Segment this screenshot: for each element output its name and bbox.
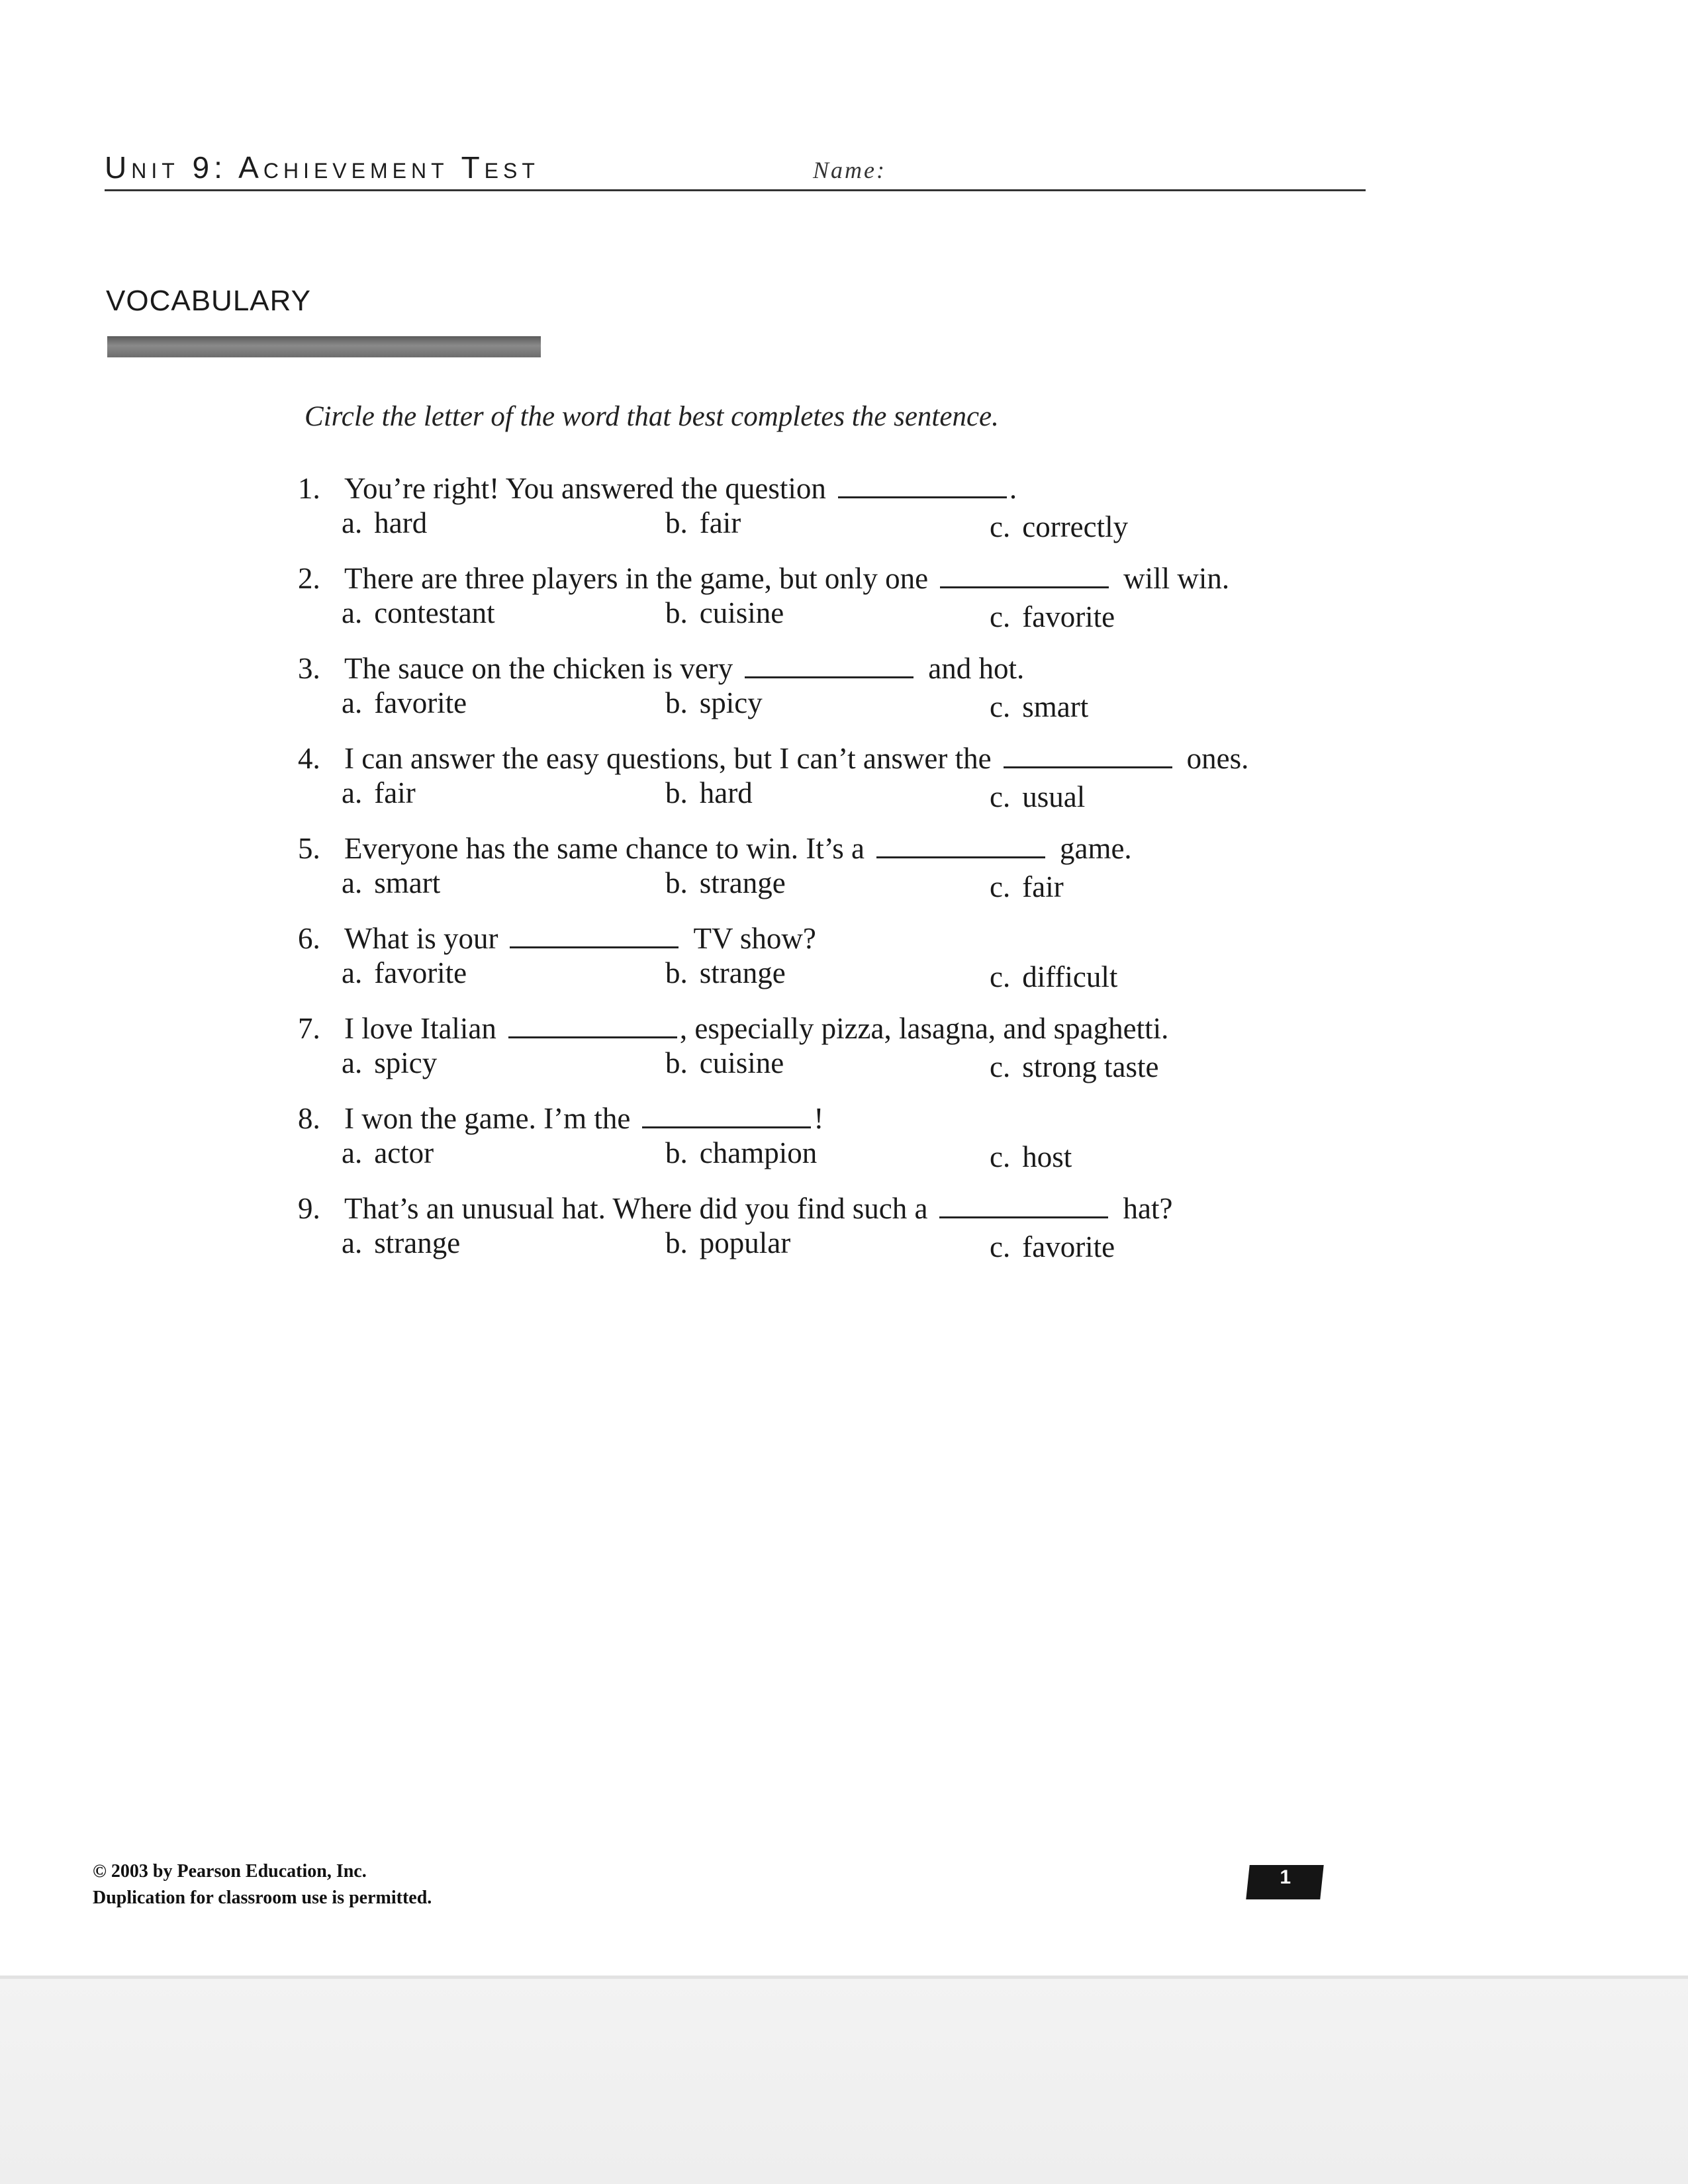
option-word: strange: [699, 866, 786, 899]
option-word: smart: [1022, 690, 1089, 723]
option-word: host: [1022, 1140, 1072, 1173]
option-word: fair: [374, 776, 416, 809]
question-text-after: !: [814, 1102, 824, 1135]
option-letter: c.: [990, 690, 1011, 723]
option-b[interactable]: [665, 596, 784, 630]
option-word: usual: [1022, 780, 1086, 813]
option-word: favorite: [1022, 600, 1115, 633]
answer-blank[interactable]: [838, 473, 1007, 498]
question-text: [344, 471, 1017, 506]
question-text-after: will win.: [1123, 562, 1230, 595]
option-word: actor: [374, 1136, 434, 1169]
option-word: strange: [699, 956, 786, 989]
question-text-before: That’s an unusual hat. Where did you find such a: [344, 1192, 928, 1225]
option-a[interactable]: [342, 596, 495, 630]
option-word: champion: [699, 1136, 818, 1169]
option-word: cuisine: [699, 596, 784, 629]
option-word: smart: [374, 866, 441, 899]
option-a[interactable]: [342, 506, 427, 540]
page-header: [105, 150, 1366, 191]
question-text-after: ones.: [1186, 742, 1249, 775]
question-text-before: I can answer the easy questions, but I can’t answer the: [344, 742, 992, 775]
question-text-before: I won the game. I’m the: [344, 1102, 631, 1135]
option-b[interactable]: [665, 686, 763, 720]
question-text-before: The sauce on the chicken is very: [344, 652, 733, 685]
answer-blank[interactable]: [876, 833, 1045, 858]
option-letter: c.: [990, 1050, 1011, 1083]
option-b[interactable]: [665, 776, 753, 810]
option-b[interactable]: [665, 956, 786, 990]
answer-blank[interactable]: [940, 563, 1109, 588]
option-a[interactable]: [342, 1046, 437, 1080]
option-a[interactable]: [342, 776, 416, 810]
option-c[interactable]: [990, 1230, 1115, 1264]
question-text: [344, 831, 1132, 866]
question-text-before: What is your: [344, 922, 498, 955]
option-word: hard: [699, 776, 753, 809]
question-number: 1.: [298, 472, 320, 505]
option-a[interactable]: [342, 956, 467, 990]
option-a[interactable]: [342, 866, 440, 900]
answer-blank[interactable]: [510, 923, 679, 948]
option-letter: a.: [342, 956, 363, 989]
answer-blank[interactable]: [939, 1193, 1108, 1218]
option-c[interactable]: [990, 510, 1128, 544]
option-word: strong taste: [1022, 1050, 1159, 1083]
option-letter: b.: [665, 1046, 688, 1079]
question-text: [344, 1101, 823, 1136]
option-letter: b.: [665, 596, 688, 629]
option-letter: c.: [990, 870, 1011, 903]
answer-blank[interactable]: [745, 653, 914, 678]
option-word: fair: [1022, 870, 1064, 903]
option-letter: a.: [342, 866, 363, 899]
answer-blank[interactable]: [508, 1013, 677, 1038]
option-b[interactable]: [665, 866, 786, 900]
question-7: [298, 1011, 1423, 1084]
option-letter: b.: [665, 956, 688, 989]
option-word: favorite: [374, 686, 467, 719]
question-text-before: I love Italian: [344, 1012, 496, 1045]
question-number: 7.: [298, 1012, 320, 1045]
option-word: spicy: [699, 686, 763, 719]
option-letter: a.: [342, 596, 363, 629]
option-letter: a.: [342, 506, 363, 539]
name-label: Name:: [813, 157, 886, 183]
question-text: [344, 1011, 1168, 1046]
option-letter: c.: [990, 510, 1011, 543]
option-word: fair: [699, 506, 741, 539]
option-a[interactable]: [342, 1226, 460, 1260]
question-text-before: There are three players in the game, but only one: [344, 562, 929, 595]
question-9: [298, 1191, 1423, 1264]
question-text-after: TV show?: [693, 922, 816, 955]
question-text-after: hat?: [1123, 1192, 1173, 1225]
option-letter: b.: [665, 506, 688, 539]
option-letter: a.: [342, 1046, 363, 1079]
option-word: favorite: [374, 956, 467, 989]
option-c[interactable]: [990, 1050, 1158, 1084]
question-text: [344, 921, 816, 956]
question-text-after: .: [1009, 472, 1017, 505]
option-letter: b.: [665, 866, 688, 899]
option-letter: c.: [990, 1230, 1011, 1263]
option-letter: b.: [665, 1226, 688, 1259]
option-letter: b.: [665, 686, 688, 719]
question-4: [298, 741, 1423, 814]
question-text: [344, 1191, 1172, 1226]
page-number: 1: [1280, 1866, 1291, 1888]
footer: [93, 1858, 432, 1911]
question-number: 9.: [298, 1192, 320, 1225]
question-number: 8.: [298, 1102, 320, 1135]
question-2: [298, 561, 1423, 634]
question-text: [344, 651, 1024, 686]
option-word: hard: [374, 506, 428, 539]
option-word: spicy: [374, 1046, 438, 1079]
option-letter: c.: [990, 960, 1011, 993]
answer-blank[interactable]: [1004, 743, 1172, 768]
option-letter: b.: [665, 776, 688, 809]
question-text-before: You’re right! You answered the question: [344, 472, 826, 505]
question-8: [298, 1101, 1423, 1174]
option-letter: b.: [665, 1136, 688, 1169]
question-6: [298, 921, 1423, 994]
question-number: 6.: [298, 922, 320, 955]
question-number: 2.: [298, 562, 320, 595]
section-title: VOCABULARY: [106, 285, 311, 317]
option-letter: a.: [342, 1136, 363, 1169]
option-word: correctly: [1022, 510, 1129, 543]
question-text: [344, 741, 1248, 776]
option-c[interactable]: [990, 600, 1115, 634]
option-word: strange: [374, 1226, 461, 1259]
question-text-after: , especially pizza, lasagna, and spaghetti.: [679, 1012, 1169, 1045]
option-a[interactable]: [342, 1136, 434, 1170]
question-text-after: and hot.: [928, 652, 1025, 685]
option-word: popular: [699, 1226, 791, 1259]
page-number-tab: [1246, 1865, 1323, 1899]
option-letter: c.: [990, 780, 1011, 813]
section-bar: [107, 336, 541, 357]
instructions: Circle the letter of the word that best completes the sentence.: [305, 401, 999, 432]
question-text-after: game.: [1059, 832, 1132, 865]
option-c[interactable]: [990, 690, 1088, 724]
question-number: 3.: [298, 652, 320, 685]
option-letter: a.: [342, 1226, 363, 1259]
option-b[interactable]: [665, 1136, 817, 1170]
unit-title: Unit 9: Achievement Test: [105, 150, 539, 185]
option-b[interactable]: [665, 506, 741, 540]
option-b[interactable]: [665, 1046, 784, 1080]
option-letter: c.: [990, 1140, 1011, 1173]
copyright-text: © 2003 by Pearson Education, Inc.: [93, 1861, 367, 1882]
option-word: difficult: [1022, 960, 1118, 993]
question-5: [298, 831, 1423, 904]
option-letter: a.: [342, 686, 363, 719]
name-line[interactable]: [105, 189, 1366, 191]
answer-blank[interactable]: [642, 1103, 811, 1128]
option-c[interactable]: [990, 870, 1064, 904]
option-c[interactable]: [990, 780, 1085, 814]
option-letter: c.: [990, 600, 1011, 633]
option-c[interactable]: [990, 1140, 1072, 1174]
question-number: 5.: [298, 832, 320, 865]
question-number: 4.: [298, 742, 320, 775]
option-word: favorite: [1022, 1230, 1115, 1263]
option-a[interactable]: [342, 686, 467, 720]
question-text: [344, 561, 1229, 596]
option-letter: a.: [342, 776, 363, 809]
option-b[interactable]: [665, 1226, 790, 1260]
scan-shadow: [0, 1979, 1688, 2184]
question-text-before: Everyone has the same chance to win. It’s a: [344, 832, 865, 865]
option-word: contestant: [374, 596, 495, 629]
option-c[interactable]: [990, 960, 1117, 994]
permission-text: Duplication for classroom use is permitted.: [93, 1888, 432, 1908]
question-3: [298, 651, 1423, 724]
option-word: cuisine: [699, 1046, 784, 1079]
question-1: [298, 471, 1423, 544]
